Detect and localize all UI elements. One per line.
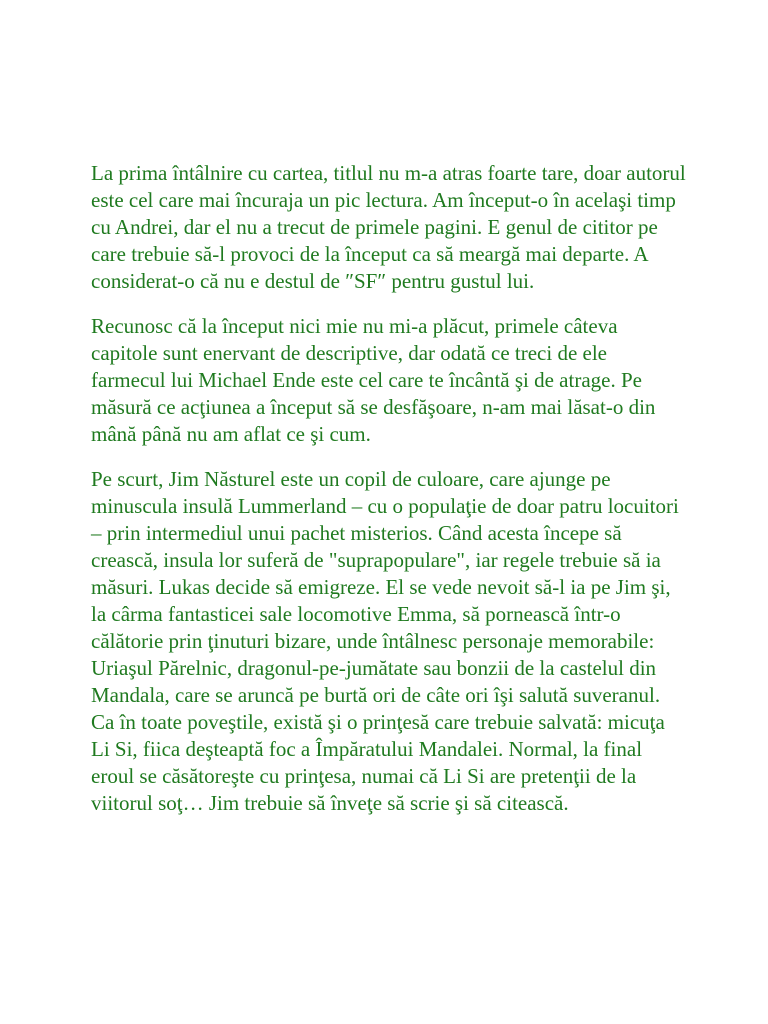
paragraph-3: Pe scurt, Jim Năsturel este un copil de culoare, care ajunge pe minuscula insulă Lummerland – cu o populaţie de doar patru locuitori – prin intermediul unui pachet misterios. Când acesta începe să crească, insula lor suferă de "suprapopulare", iar regele trebuie să ia măsuri. Lukas decide să emigreze. El se vede nevoit să-l ia pe Jim şi, la cârma fantasticei sale locomotive Emma, să pornească într-o călătorie prin ţinuturi bizare, unde întâlnesc personaje memorabile: Uriaşul Părelnic, dragonul-pe-jumătate sau bonzii de la castelul din Mandala, care se aruncă pe burtă ori de câte ori îşi salută suveranul. Ca în toate poveştile, există şi o prinţesă care trebuie salvată: micuţa Li Si, fiica deşteaptă foc a Împăratului Mandalei. Normal, la final eroul se căsătoreşte cu prinţesa, numai că Li Si are pretenţii de la viitorul soţ… Jim trebuie să înveţe să scrie şi să citească. — [91, 467, 679, 815]
paragraph-1: La prima întâlnire cu cartea, titlul nu m-a atras foarte tare, doar autorul este cel care mai încuraja un pic lectura. Am început-o în acelaşi timp cu Andrei, dar el nu a trecut de primele pagini. E genul de cititor pe care trebuie să-l provoci de la început ca să meargă mai departe. A considerat-o că nu e destul de ″SF″ pentru gustul lui. — [91, 161, 686, 293]
document-body — [91, 160, 686, 835]
paragraph-2: Recunosc că la început nici mie nu mi-a plăcut, primele câteva capitole sunt enervant de descriptive, dar odată ce treci de ele farmecul lui Michael Ende este cel care te încântă şi de atrage. Pe măsură ce acţiunea a început să se desfăşoare, n-am mai lăsat-o din mână până nu am aflat ce şi cum. — [91, 314, 656, 446]
